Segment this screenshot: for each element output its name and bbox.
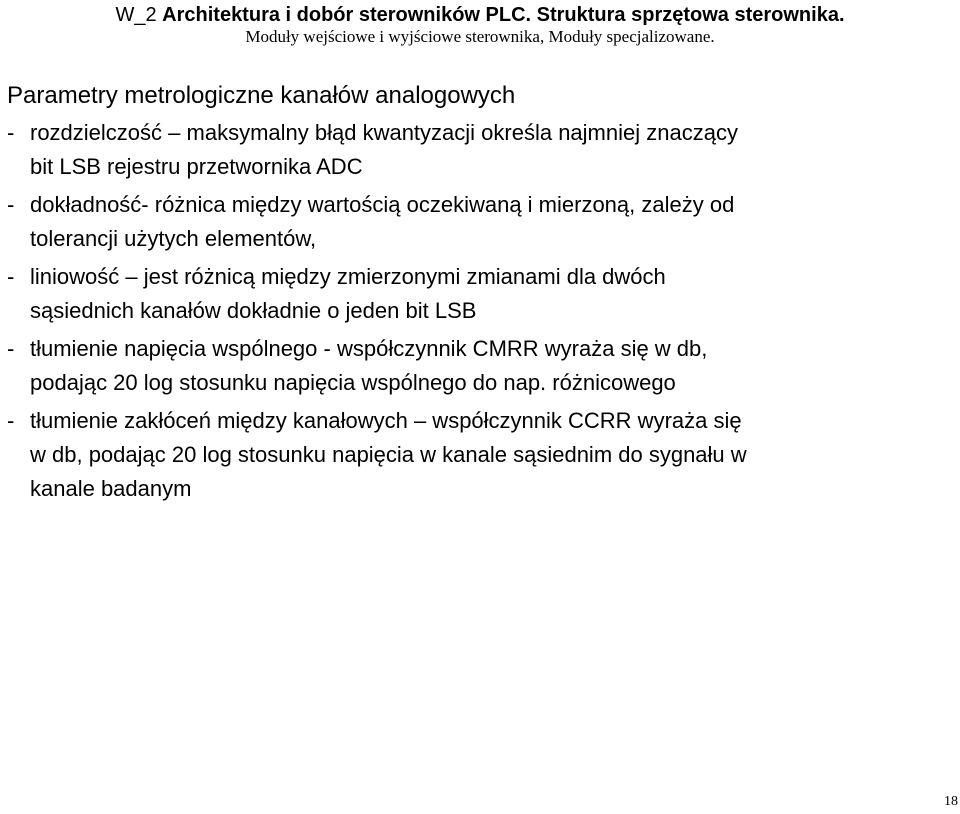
page-header xyxy=(0,0,960,47)
list-dash: - xyxy=(7,264,15,289)
list-dash: - xyxy=(7,120,15,145)
header-title-bold: Architektura i dobór sterowników PLC. Struktura sprzętowa sterownika. xyxy=(162,4,845,26)
list-dash: - xyxy=(7,336,15,361)
list-item xyxy=(0,260,960,328)
list-item-line: rozdzielczość – maksymalny błąd kwantyzacji określa najmniej znaczący xyxy=(30,120,738,145)
list-item-line: sąsiednich kanałów dokładnie o jeden bit LSB xyxy=(30,298,477,323)
list-item-line: tolerancji użytych elementów, xyxy=(30,226,317,251)
header-prefix: W_2 xyxy=(115,4,163,26)
page-number: 18 xyxy=(944,794,958,809)
parameter-list xyxy=(0,116,960,510)
list-item-line: kanale badanym xyxy=(30,476,192,501)
header-title xyxy=(0,3,960,27)
list-item xyxy=(0,404,960,506)
list-dash: - xyxy=(7,192,15,217)
list-item-line: liniowość – jest różnicą między zmierzonymi zmianami dla dwóch xyxy=(30,264,666,289)
list-item-line: tłumienie napięcia wspólnego - współczynnik CMRR wyraża się w db, xyxy=(30,336,708,361)
list-item-line: dokładność- różnica między wartością oczekiwaną i mierzoną, zależy od xyxy=(30,192,735,217)
list-dash: - xyxy=(7,408,15,433)
section-heading: Parametry metrologiczne kanałów analogowych xyxy=(7,82,516,109)
list-item-line: tłumienie zakłóceń między kanałowych – współczynnik CCRR wyraża się xyxy=(30,408,742,433)
list-item xyxy=(0,116,960,184)
list-item-line: bit LSB rejestru przetwornika ADC xyxy=(30,154,363,179)
list-item xyxy=(0,332,960,400)
list-item-line: w db, podając 20 log stosunku napięcia w kanale sąsiednim do sygnału w xyxy=(30,442,747,467)
list-item-line: podając 20 log stosunku napięcia wspólnego do nap. różnicowego xyxy=(30,370,676,395)
list-item xyxy=(0,188,960,256)
header-subtitle: Moduły wejściowe i wyjściowe sterownika, Moduły specjalizowane. xyxy=(245,27,715,46)
